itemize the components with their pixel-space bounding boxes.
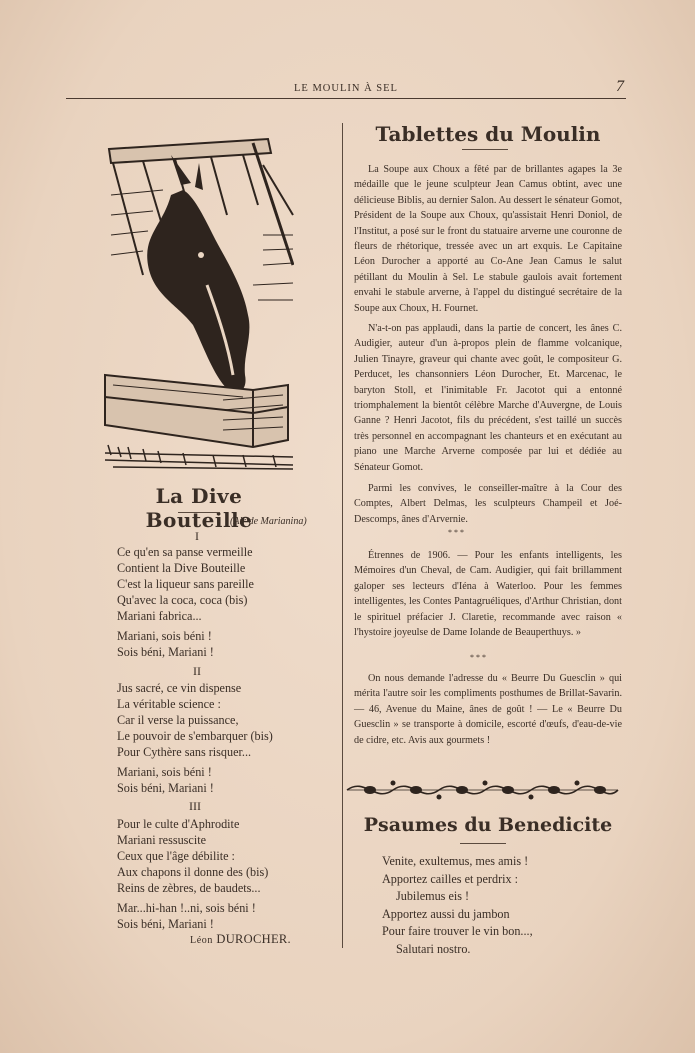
psaume-line: Jubilemus eis !: [396, 889, 470, 904]
refrain-line: Mariani, sois béni !: [117, 629, 212, 643]
psaume-line: Apportez aussi du jambon: [382, 906, 510, 921]
verse-line: Mariani fabrica...: [117, 609, 202, 623]
stanza-1: [117, 544, 337, 660]
verse-line: Ce qu'en sa panse vermeille: [117, 545, 253, 559]
psaume-line: Venite, exultemus, mes amis !: [382, 854, 529, 868]
refrain-line: Sois béni, Mariani !: [117, 645, 214, 659]
paragraph-soupe-aux-choux: La Soupe aux Choux a fêté par de brillantes agapes la 3e médaille que le jeune sculpteur Jean Camus obtint, avec une délicieuse Biblis, au dernier Salon. Au dessert le sénateur Gomot, Président de la Soupe aux Choux, qu'assistait Henri Doniol, de l'Institut, a posé sur le front du statuaire arverne une couronne de fleurs de rhétorique, tressée avec un art exquis. Le Capitaine Léon Durocher a apporté au Co-Ane Jean Camus le salut pétillant du Moulin à Sel. Le stabule gaulois avait fortement envahi le stabule arverne, à l'appel du distingué secrétaire de la Soupe aux Choux, H. Fournet.: [354, 164, 622, 314]
verse-line: Aux chapons il donne des (bis): [117, 865, 269, 879]
verse-line: La véritable science :: [117, 697, 221, 711]
refrain-line: Sois béni, Mariani !: [117, 917, 214, 931]
verse-line: Contient la Dive Bouteille: [117, 561, 246, 575]
column-divider: [342, 123, 343, 948]
stanza-numeral-1: I: [195, 529, 199, 543]
verse-line: Qu'avec la coca, coca (bis): [117, 593, 248, 607]
verse-line: C'est la liqueur sans pareille: [117, 577, 254, 591]
verse-line: Car il verse la puissance,: [117, 713, 239, 727]
refrain-line: Mar...hi-han !..ni, sois béni !: [117, 901, 256, 915]
verse-line: Jus sacré, ce vin dispense: [117, 681, 242, 695]
asterism-1: * * *: [448, 528, 464, 537]
stanza-numeral-2: II: [193, 664, 201, 678]
psaumes-title-underline: [460, 843, 506, 844]
header-rule: [66, 98, 626, 99]
asterism-2: * * *: [470, 653, 486, 662]
signature-last-name: DUROCHER.: [216, 932, 291, 946]
psaumes-verse: [382, 853, 622, 959]
poem-signature: [190, 932, 291, 947]
psaume-line: Salutari nostro.: [396, 941, 471, 956]
tablettes-title: Tablettes du Moulin: [375, 122, 601, 146]
poem-air: (Air de Marianina): [230, 516, 307, 527]
refrain-line: Mariani, sois béni !: [117, 765, 212, 779]
psaume-line: Apportez cailles et perdrix :: [382, 871, 519, 886]
running-head-title: LE MOULIN À SEL: [294, 83, 398, 94]
signature-first-name: Léon: [190, 935, 213, 946]
poem-title: La Dive Bouteille: [145, 484, 253, 532]
page-number: 7: [616, 78, 624, 95]
psaumes-title: Psaumes du Benedicite: [363, 814, 613, 836]
verse-line: Ceux que l'âge débilite :: [117, 849, 235, 863]
paragraph-etrennes: Étrennes de 1906. — Pour les enfants intelligents, les Mémoires d'un Cheval, de Cam. Audigier, qui fait brillamment galoper ses lecteurs d'Iéna à Waterloo. Pour les femmes intelligentes, les Contes Pantagruéliques, d'Arthur Christian, dont le spirituel préfacier J. Claretie, recommande avec raison « l'hystoire joyeulse de Dame Iolande de Beauperthuys. »: [354, 550, 622, 639]
running-head: [66, 80, 626, 102]
verse-line: Pour le culte d'Aphrodite: [117, 817, 240, 831]
paragraph-beurre: On nous demande l'adresse du « Beurre Du Guesclin » qui mérita l'autre soir les compliments posthumes de Brillat-Savarin. — 46, Avenue du Maine, ânes de goût ! — Le « Beurre Du Guesclin » se transporte à domicile, escorté d'œufs, d'eau-de-vie de cidre, etc. Avis aux gourmets !: [354, 673, 622, 746]
floral-ornament-icon: [345, 775, 620, 805]
stanza-3: [117, 816, 337, 932]
psaume-line: Pour faire trouver le vin bon...,: [382, 924, 533, 939]
tablettes-title-underline: [462, 149, 508, 150]
refrain-line: Sois béni, Mariani !: [117, 781, 214, 795]
stanza-2: [117, 680, 337, 796]
poem-title-underline: [178, 512, 220, 513]
donkey-drinking-illustration-icon: [103, 135, 294, 470]
stanza-numeral-3: III: [189, 799, 201, 813]
verse-line: Mariani ressuscite: [117, 833, 207, 847]
verse-line: Reins de zèbres, de baudets...: [117, 881, 261, 895]
verse-line: Le pouvoir de s'embarquer (bis): [117, 729, 273, 743]
paragraph-concert: N'a-t-on pas applaudi, dans la partie de concert, les ânes C. Audigier, auteur d'un à-propos plein de flamme volcanique, Julien Tinayre, graveur qui chante avec goût, le compositeur G. Perducet, les chansonniers Léon Durocher, Et. Marcenac, le baryton Stoll, et l'inimitable Fr. Jacotot qui a entonné triomphalement la bientôt célèbre Marche d'Auvergne, de Louis Ganne ? Henri Jacotot, fils du précédent, s'est taillé un succès très personnel en accompagnant les chanteurs et en exécutant au piano une Marche Arverne composée par lui et dédiée au Sénateur Gomot.: [354, 323, 622, 473]
paragraph-convives: Parmi les convives, le conseiller-maître à la Cour des Comptes, Albert Delmas, les sculpteurs Champeil et Joé-Descomps, ânes d'Arvernie.: [354, 483, 622, 525]
verse-line: Pour Cythère sans risquer...: [117, 745, 252, 759]
